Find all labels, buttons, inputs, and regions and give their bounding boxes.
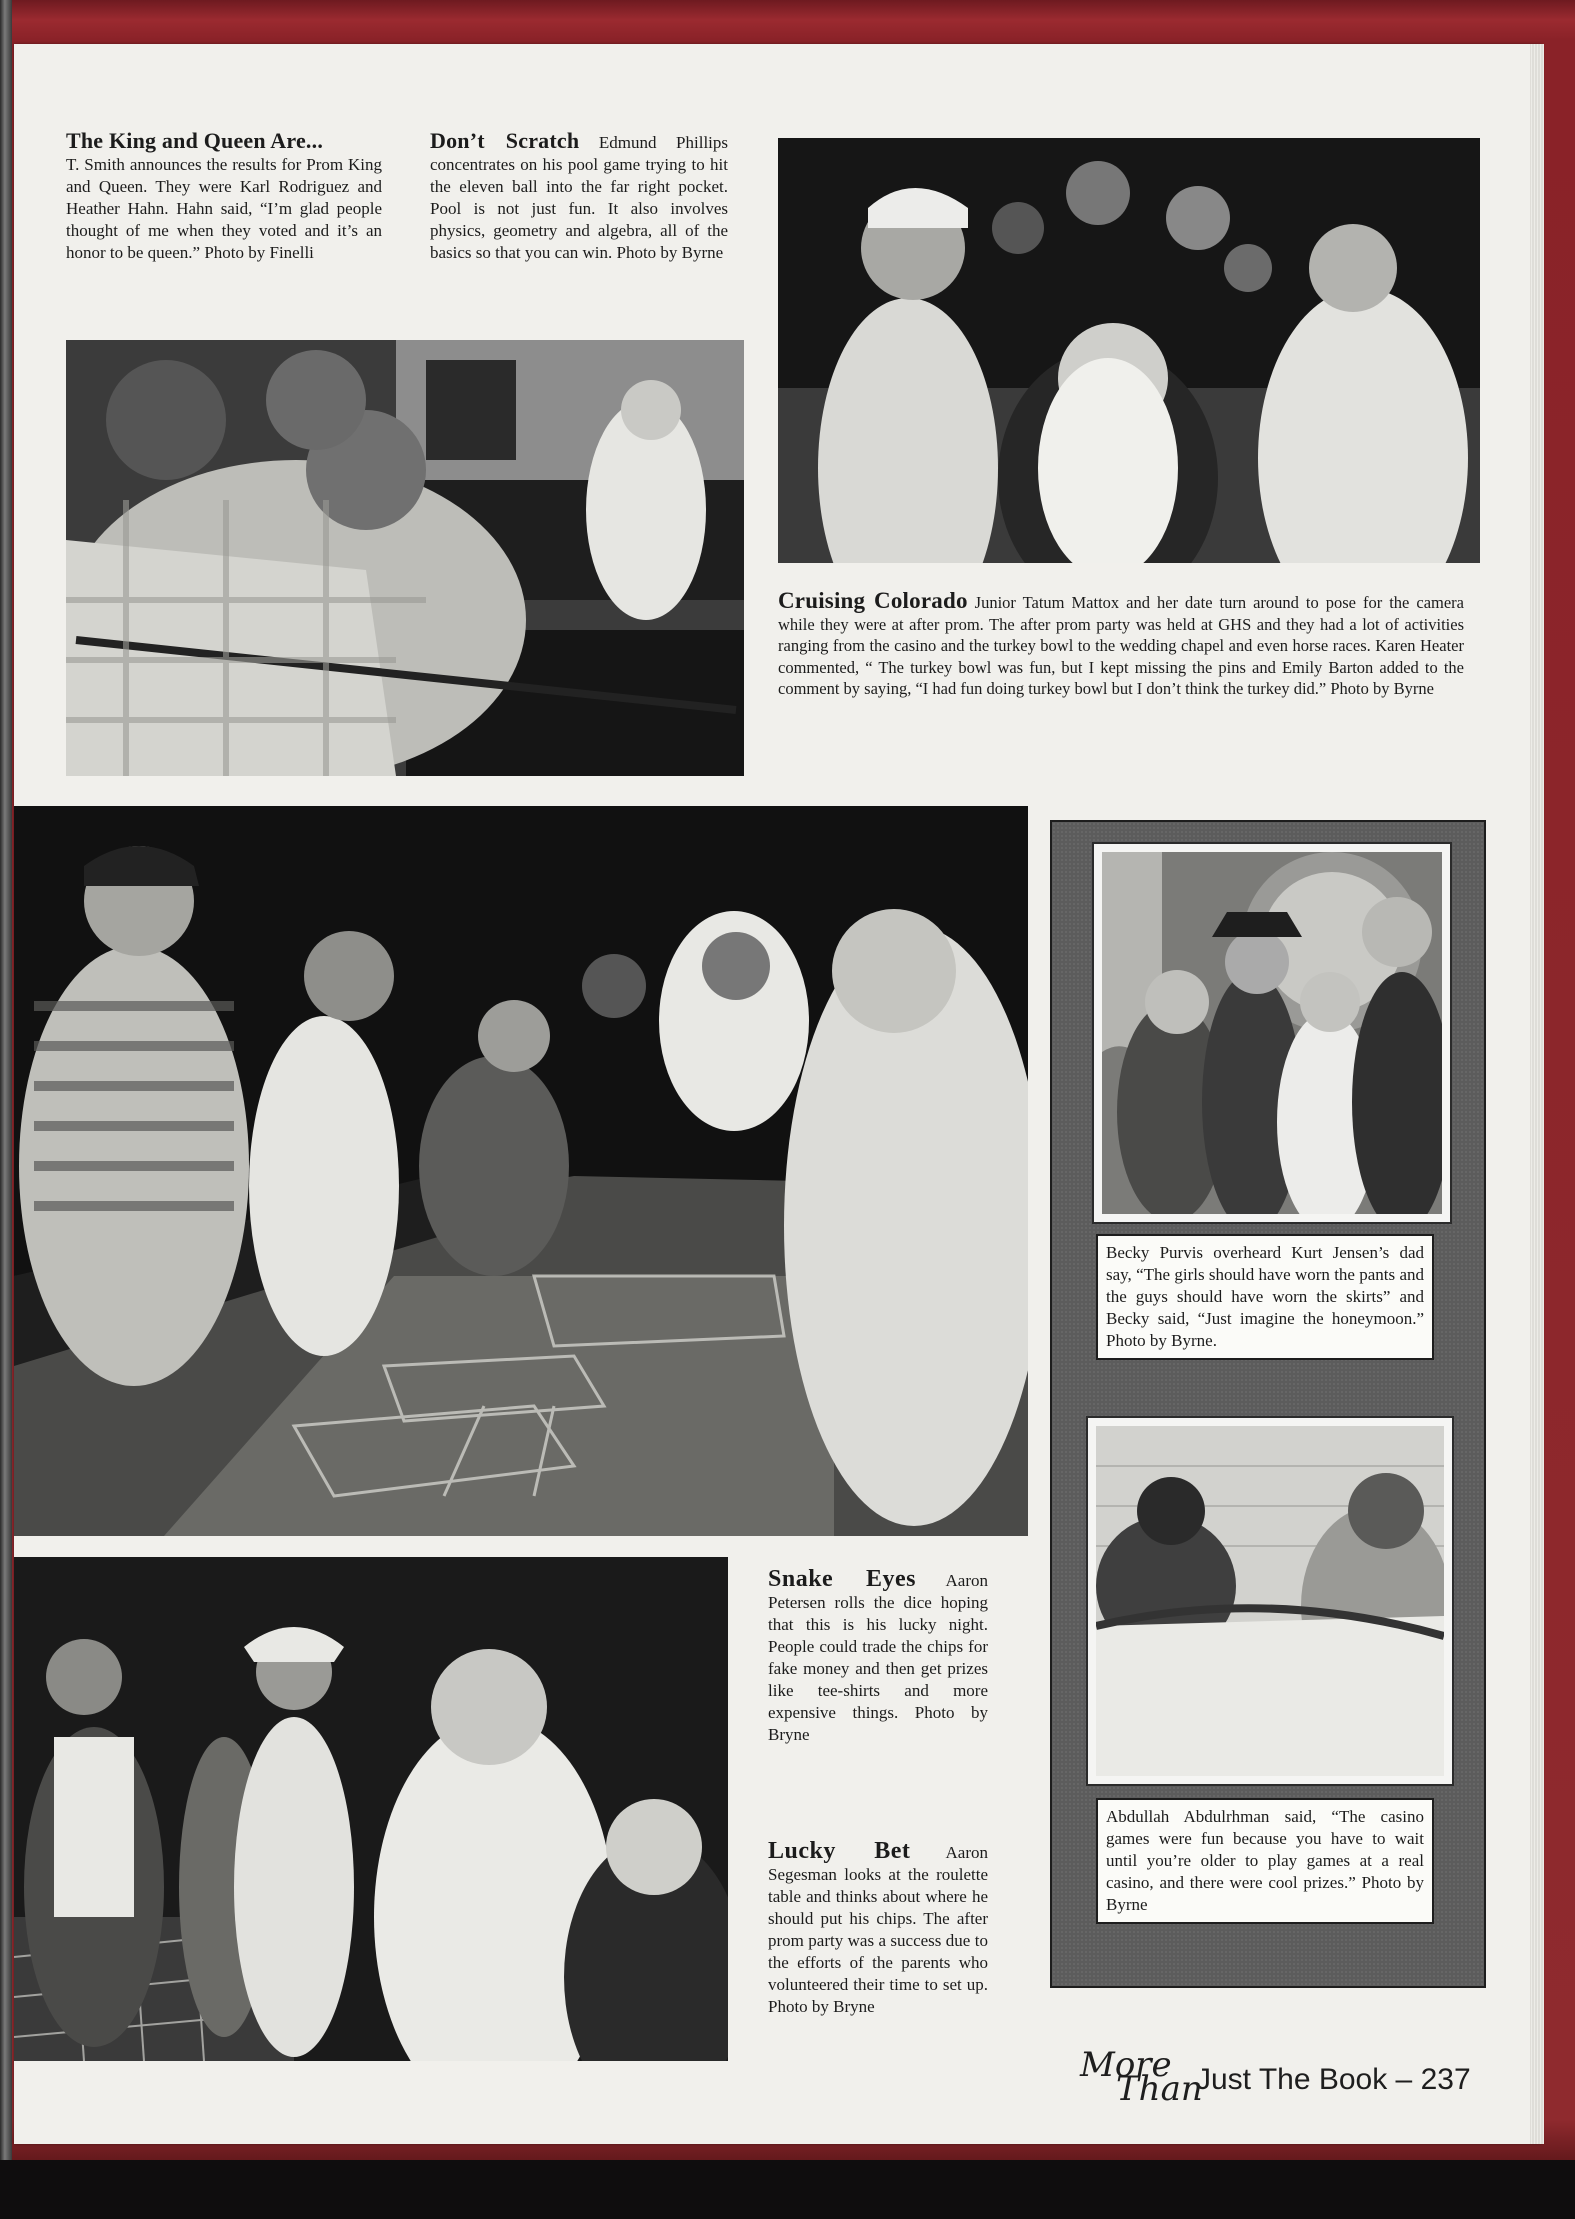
photo-wedding-chapel <box>1094 844 1450 1222</box>
roulette-scene <box>14 1557 728 2061</box>
caption-heading: Snake Eyes <box>768 1566 916 1592</box>
page-edge <box>1530 44 1544 2144</box>
caption-body: Junior Tatum Mattox and her date turn around to pose for the camera while they were at after prom. The after prom party was held at GHS and they had a lot of activities ranging from the casino and the turkey bowl to the wedding chapel and even horse races. Karen Heater commented, “ The turkey bowl was fun, but I kept missing the pins and Emily Barton added to the comment by saying, “I had fun doing turkey bowl but I don’t think the turkey did.” Photo by Byrne <box>778 593 1464 698</box>
caption-body: Aaron Petersen rolls the dice hoping that this is his lucky night. People could trade the chips for fake money and then get prizes like tee-shirts and more expensive things. Photo by Bryne <box>768 1571 988 1744</box>
caption-becky-purvis: Becky Purvis overheard Kurt Jensen’s dad say, “The girls should have worn the pants and the guys should have worn the skirts” and Becky said, “Just imagine the honeymoon.” Photo by Byrne. <box>1096 1234 1434 1360</box>
footer-script <box>1080 2045 1203 2109</box>
caption-body: T. Smith announces the results for Prom King and Queen. They were Karl Rodriguez and Heather Hahn. Hahn said, “I’m glad people thought of me when they voted and it’s an honor to be queen.” Photo by Finelli <box>66 155 382 262</box>
caption-abdullah: Abdullah Abdulrhman said, “The casino games were fun because you have to wait until you’re older to play games at a real casino, and there were cool prizes.” Photo by Byrne <box>1096 1798 1434 1924</box>
photo-roulette <box>14 1557 728 2061</box>
caption-body: Aaron Segesman looks at the roulette table and thinks about where he should put his chips. The after prom party was a success due to the efforts of the parents who volunteered their time to set up. Photo by Bryne <box>768 1843 988 2016</box>
pool-game-scene <box>66 340 744 776</box>
caption-heading: The King and Queen Are... <box>66 128 324 153</box>
cruising-colorado-scene <box>778 138 1480 563</box>
craps-table-scene <box>14 806 1028 1536</box>
photo-cruising-colorado <box>778 138 1480 563</box>
sidebar-panel <box>1050 820 1486 1988</box>
casino-table-scene <box>1096 1426 1444 1776</box>
caption-lucky-bet <box>768 1840 988 2018</box>
caption-body: Edmund Phillips concentrates on his pool game trying to hit the eleven ball into the far right pocket. Pool is not just fun. It also involves physics, geometry and algebra, all of the basics so that you can win. Photo by Byrne <box>430 133 729 262</box>
caption-cruising-colorado <box>778 590 1464 700</box>
footer-script-word-2: Than <box>1116 2069 1203 2109</box>
caption-heading: Lucky Bet <box>768 1838 911 1864</box>
caption-heading: Cruising Colorado <box>778 588 968 613</box>
photo-craps-table <box>14 806 1028 1536</box>
page-footer-title: Just The Book – 237 <box>1196 2063 1471 2096</box>
book-spine <box>0 0 12 2219</box>
photo-pool-game <box>66 340 744 776</box>
caption-king-and-queen <box>66 130 382 264</box>
photo-casino-table <box>1088 1418 1452 1784</box>
footer-script-word-1: More <box>1080 2045 1172 2085</box>
caption-dont-scratch <box>430 130 728 264</box>
caption-snake-eyes <box>768 1568 988 1746</box>
caption-heading: Don’t Scratch <box>430 128 580 153</box>
bottom-bar <box>0 2160 1575 2219</box>
wedding-chapel-scene <box>1102 852 1442 1214</box>
